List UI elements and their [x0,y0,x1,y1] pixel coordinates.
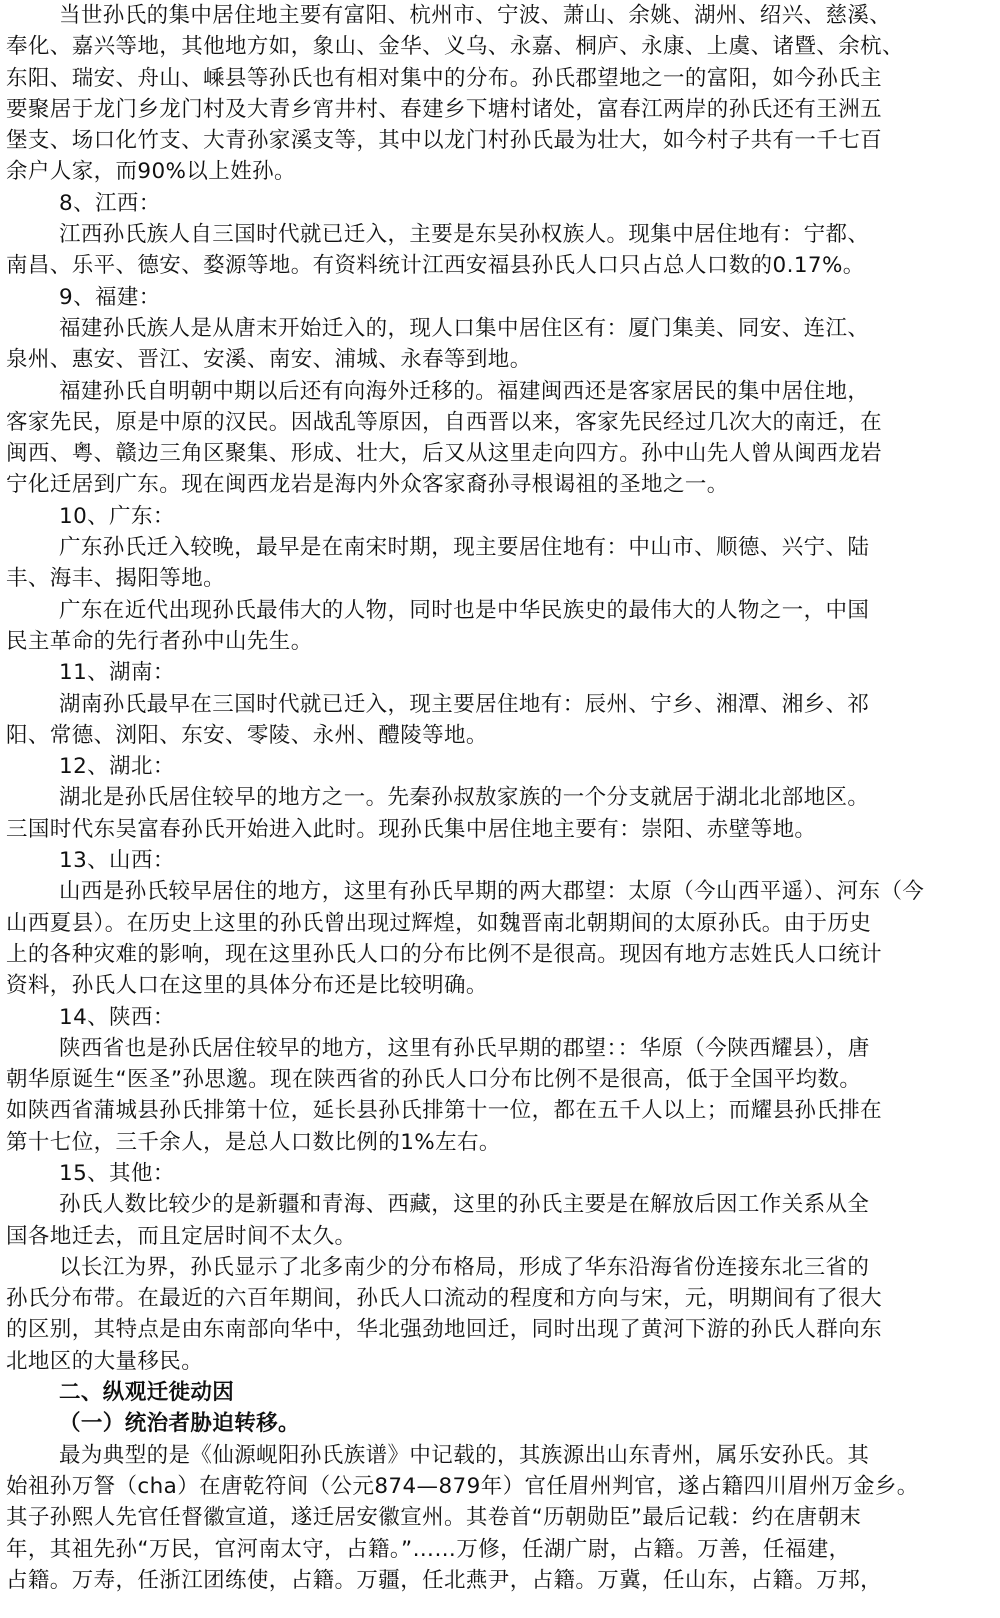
text-line: 孙氏人数比较少的是新疆和青海、西藏，这里的孙氏主要是在解放后因工作关系从全 [59,1192,870,1218]
text-line: 广东孙氏迁入较晚，最早是在南宋时期，现主要居住地有：中山市、顺德、兴宁、陆 [59,535,870,561]
text-line: 朝华原诞生“医圣”孙思邈。现在陕西省的孙氏人口分布比例不是很高，低于全国平均数。 [6,1067,862,1093]
text-line: 闽西、粤、赣边三角区聚集、形成、壮大，后又从这里走向四方。孙中山先人曾从闽西龙岩 [6,441,883,467]
text-line: 宁化迁居到广东。现在闽西龙岩是海内外众客家裔孙寻根谒祖的圣地之一。 [6,472,729,498]
text-line: 第十七位，三千余人，是总人口数比例的1%左右。 [6,1129,501,1155]
section-heading: 二、纵观迁徙动因 [59,1380,235,1406]
text-line: 南昌、乐平、德安、婺源等地。有资料统计江西安福县孙氏人口只占总人口数的0.17%。 [6,253,865,279]
text-line: 山西夏县）。在历史上这里的孙氏曾出现过辉煌，如魏晋南北朝期间的太原孙氏。由于历史 [6,910,872,936]
text-line: 陕西省也是孙氏居住较早的地方，这里有孙氏早期的郡望：：华原（今陕西耀县），唐 [59,1035,870,1061]
text-line: 10、广东： [59,503,175,529]
section-heading: （一）统治者胁迫转移。 [59,1411,300,1437]
text-line: 北地区的大量移民。 [6,1348,204,1374]
text-line: 福建孙氏族人是从唐末开始迁入的，现人口集中居住区有：厦门集美、同安、连江、 [59,315,870,341]
text-line: 三国时代东吴富春孙氏开始进入此时。现孙氏集中居住地主要有：崇阳、赤壁等地。 [6,816,817,842]
text-line: 孙氏分布带。在最近的六百年期间，孙氏人口流动的程度和方向与宋，元，明期间有了很大 [6,1286,883,1312]
text-line: 其子孙熙人先官任督徽宣道，遂迁居安徽宣州。其卷首“历朝勋臣”最后记载：约在唐朝末 [6,1505,862,1531]
text-line: 当世孙氏的集中居住地主要有富阳、杭州市、宁波、萧山、余姚、湖州、绍兴、慈溪、 [59,3,892,28]
text-line: 山西是孙氏较早居住的地方，这里有孙氏早期的两大郡望：太原（今山西平遥）、河东（今 [59,879,925,905]
text-line: 泉州、惠安、晋江、安溪、南安、浦城、永春等到地。 [6,347,532,373]
text-line: 上的各种灾难的影响，现在这里孙氏人口的分布比例不是很高。现因有地方志姓氏人口统计 [6,941,883,967]
text-line: 11、湖南： [59,660,175,686]
text-line: 8、江西： [59,190,161,216]
text-line: 国各地迁去，而且定居时间不太久。 [6,1223,357,1249]
text-line: 14、陕西： [59,1004,175,1030]
text-line: 客家先民，原是中原的汉民。因战乱等原因，自西晋以来，客家先民经过几次大的南迁，在 [6,409,883,435]
text-line: 要聚居于龙门乡龙门村及大青乡宵井村、春建乡下塘村诸处，富春江两岸的孙氏还有王洲五 [6,96,883,122]
text-line: 15、其他： [59,1160,175,1186]
text-line: 9、福建： [59,284,161,310]
text-line: 广东在近代出现孙氏最伟大的人物，同时也是中华民族史的最伟大的人物之一，中国 [59,597,870,623]
text-line: 始祖孙万詧（cha）在唐乾符间（公元874—879年）官任眉州判官，遂占籍四川眉州万金乡。 [6,1473,919,1499]
text-line: 民主革命的先行者孙中山先生。 [6,628,313,654]
text-line: 余户人家，而90%以上姓孙。 [6,159,296,185]
text-line: 占籍。万寿，任浙江团练使，占籍。万疆，任北燕尹，占籍。万冀，任山东，占籍。万邦， [6,1567,883,1593]
text-line: 东阳、瑞安、舟山、嵊县等孙氏也有相对集中的分布。孙氏郡望地之一的富阳，如今孙氏主 [6,65,883,91]
text-line: 奉化、嘉兴等地，其他地方如，象山、金华、义乌、永嘉、桐庐、永康、上虞、诸暨、余杭、 [6,34,904,60]
text-line: 如陕西省蒲城县孙氏排第十位，延长县孙氏排第十一位，都在五千人以上；而耀县孙氏排在 [6,1098,883,1124]
text-line: 湖南孙氏最早在三国时代就已迁入，现主要居住地有：辰州、宁乡、湘潭、湘乡、祁 [59,691,870,717]
text-line: 资料，孙氏人口在这里的具体分布还是比较明确。 [6,973,488,999]
text-line: 丰、海丰、揭阳等地。 [6,566,226,592]
text-line: 的区别，其特点是由东南部向华中，华北强劲地回迁，同时出现了黄河下游的孙氏人群向东 [6,1317,883,1343]
text-line: 最为典型的是《仙源岘阳孙氏族谱》中记载的，其族源出山东青州，属乐安孙氏。其 [59,1442,870,1468]
text-line: 江西孙氏族人自三国时代就已迁入，主要是东吴孙权族人。现集中居住地有：宁都、 [59,222,870,248]
text-line: 福建孙氏自明朝中期以后还有向海外迁移的。福建闽西还是客家居民的集中居住地， [59,378,870,404]
text-line: 湖北是孙氏居住较早的地方之一。先秦孙叔敖家族的一个分支就居于湖北北部地区。 [59,785,870,811]
text-line: 年，其祖先孙“万民，官河南太守，占籍。”……万修，任湖广尉，占籍。万善，任福建， [6,1536,851,1562]
text-line: 阳、常德、浏阳、东安、零陵、永州、醴陵等地。 [6,722,488,748]
text-line: 13、山西： [59,848,175,874]
text-line: 以长江为界，孙氏显示了北多南少的分布格局，形成了华东沿海省份连接东北三省的 [59,1254,870,1280]
text-line: 12、湖北： [59,754,175,780]
text-line: 堡支、场口化竹支、大青孙家溪支等，其中以龙门村孙氏最为壮大，如今村子共有一千七百 [6,128,883,154]
